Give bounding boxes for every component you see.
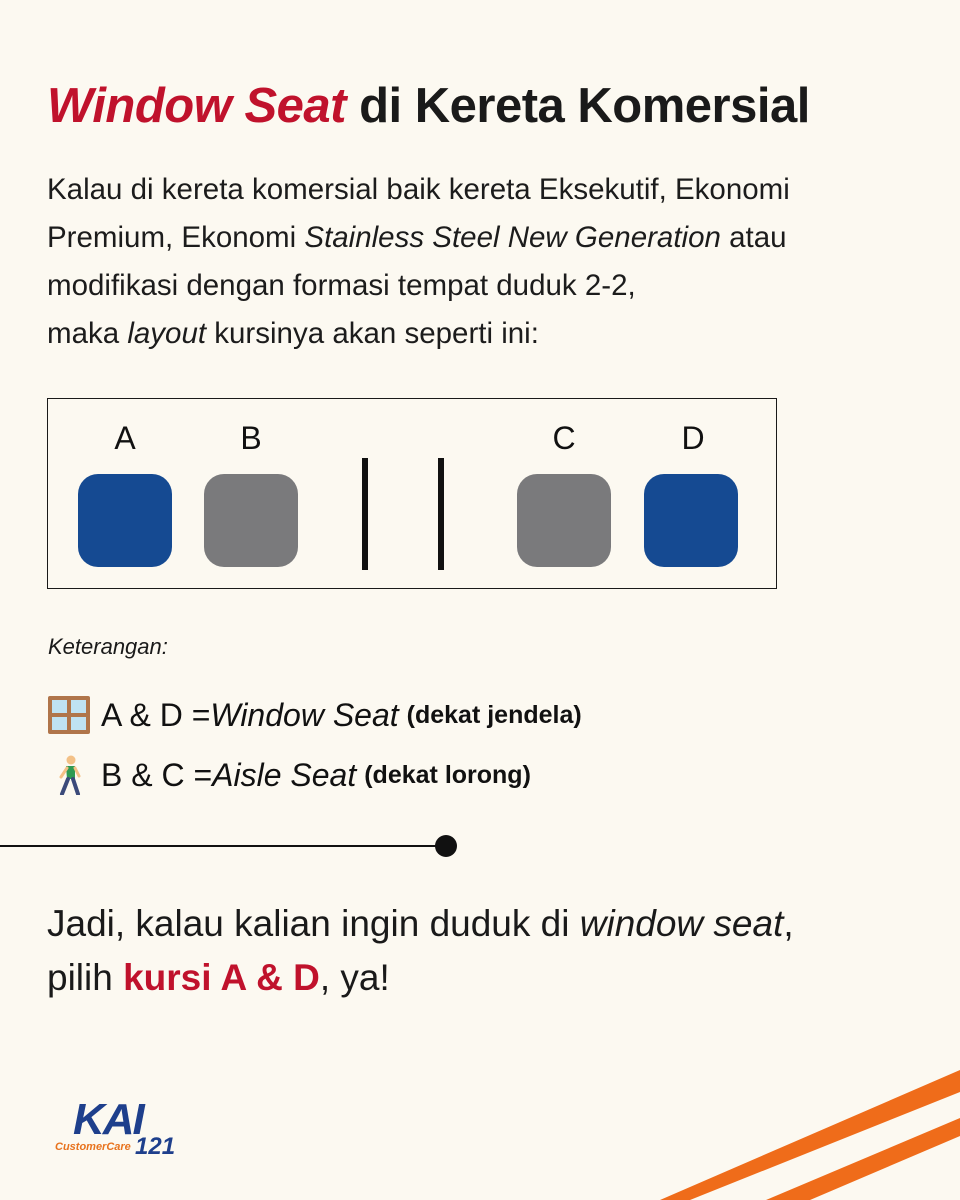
legend-window-prefix: A & D = [101, 696, 211, 733]
intro-line-1: Kalau di kereta komersial baik kereta Eksekutif, Ekonomi [47, 173, 790, 206]
intro-text: atau [720, 221, 787, 254]
divider-line [0, 845, 445, 847]
seat-a [78, 474, 172, 567]
conclusion-line-1 [47, 897, 794, 951]
legend-aisle-prefix: B & C = [101, 756, 213, 793]
conclusion-text [47, 897, 794, 1005]
conclusion-text-part: , ya! [319, 957, 390, 998]
orange-stripes-decoration [660, 1070, 960, 1200]
conclusion-emphasis: window seat [579, 903, 784, 944]
conclusion-text-part: , [783, 903, 794, 944]
title-accent: Window Seat [47, 79, 346, 133]
intro-paragraph [47, 166, 907, 358]
legend-title: Keterangan: [48, 634, 168, 659]
title-rest: di Kereta Komersial [345, 79, 810, 133]
intro-text: kursinya akan seperti ini: [206, 317, 539, 350]
intro-text: Premium, Ekonomi [47, 221, 305, 254]
aisle-line-right [438, 458, 444, 570]
seat-label-c: C [552, 420, 576, 456]
kai-customercare-logo [55, 1095, 180, 1165]
divider-dot [435, 835, 457, 857]
intro-line-4 [47, 310, 907, 358]
intro-line-2 [47, 214, 907, 262]
legend-window-term: Window Seat [210, 696, 399, 733]
intro-line-3: modifikasi dengan formasi tempat duduk 2-2, [47, 269, 636, 302]
seat-label-d: D [681, 420, 705, 456]
intro-emphasis: layout [127, 317, 207, 350]
intro-text: maka [47, 317, 128, 350]
conclusion-highlight: kursi A & D [123, 957, 320, 998]
conclusion-line-2 [47, 951, 794, 1005]
seat-label-b: B [240, 420, 262, 456]
legend-window [47, 695, 582, 735]
aisle-line-left [362, 458, 368, 570]
seat-c [517, 474, 611, 567]
seat-b [204, 474, 298, 567]
logo-subtitle: CustomerCare [55, 1141, 131, 1153]
logo-brand: KAI [73, 1095, 143, 1144]
seat-label-a: A [114, 420, 136, 456]
window-icon [47, 695, 91, 735]
logo-number: 121 [135, 1133, 176, 1160]
person-walking-icon [47, 755, 91, 795]
legend-aisle-term: Aisle Seat [212, 756, 357, 793]
legend-aisle [47, 755, 531, 795]
seat-d [644, 474, 738, 567]
conclusion-text-part: pilih [47, 957, 124, 998]
legend-aisle-note: (dekat lorong) [364, 760, 531, 789]
intro-emphasis: Stainless Steel New Generation [304, 221, 721, 254]
conclusion-text-part: Jadi, kalau kalian ingin duduk di [47, 903, 580, 944]
page-title [47, 78, 810, 134]
legend-window-note: (dekat jendela) [406, 700, 582, 729]
